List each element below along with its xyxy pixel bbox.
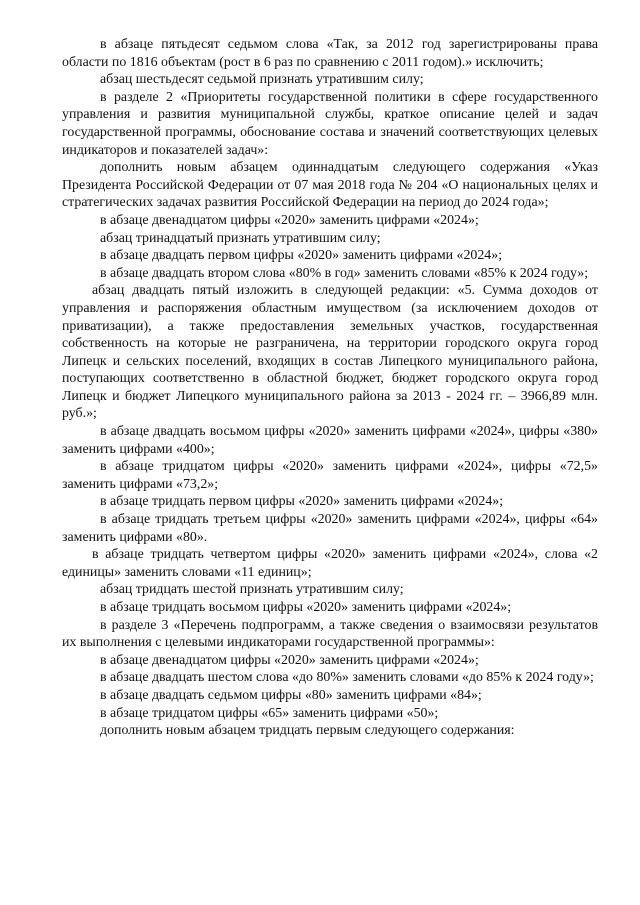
paragraph: в абзаце тридцатом цифры «2020» заменить цифрами «2024», цифры «72,5» заменить цифрами «73,2»; bbox=[62, 459, 598, 492]
paragraph: дополнить новым абзацем тридцать первым следующего содержания: bbox=[100, 723, 515, 739]
paragraph: в абзаце тридцатом цифры «65» заменить цифрами «50»; bbox=[100, 705, 439, 721]
paragraph: дополнить новым абзацем одиннадцатым следующего содержания «Указ Президента Российской Федерации от 07 мая 2018 года № 204 «О национальных целях и стратегических задачах развития Российской Федерации на период до 2024 года»; bbox=[62, 160, 598, 211]
paragraph: абзац шестьдесят седьмой признать утратившим силу; bbox=[100, 72, 424, 88]
paragraph: в абзаце тридцать восьмом цифры «2020» заменить цифрами «2024»; bbox=[100, 600, 512, 615]
paragraph: абзац тринадцатый признать утратившим силу; bbox=[100, 230, 381, 246]
paragraph: в разделе 2 «Приоритеты государственной политики в сфере государственного управления и развития муниципальной службы, краткое описание целей и задач государственной программы, обоснование состава и значений соответствующих целевых индикаторов и показателей задач»: bbox=[62, 89, 598, 158]
paragraph: в разделе 3 «Перечень подпрограмм, а также сведения о взаимосвязи результатов их выполнения с целевыми индикаторами государственной программы»: bbox=[62, 617, 598, 651]
paragraph: в абзаце двадцать восьмом цифры «2020» заменить цифрами «2024», цифры «380» заменить цифрами «400»; bbox=[62, 424, 598, 457]
paragraph: в абзаце двенадцатом цифры «2020» заменить цифрами «2024»; bbox=[100, 212, 479, 228]
paragraph: абзац двадцать пятый изложить в следующей редакции: «5. Сумма доходов от управления и распоряжения областным имуществом (за исключением доходов от приватизации), а также предоставления земельных участков, государственная собственность на которые не разграничена, на территории городского округа город Липецк и сельских поселений, входящих в состав Липецкого муниципального района, поступающих соответственно в областной бюджет, бюджет городского округа город Липецк и бюджет Липецкого муниципального района за 2013 - 2024 гг. – 3966,89 млн. руб.»; bbox=[62, 283, 598, 422]
paragraph: в абзаце тридцать первом цифры «2020» заменить цифрами «2024»; bbox=[100, 494, 504, 510]
paragraph: в абзаце тридцать четвертом цифры «2020» заменить цифрами «2024», слова «2 единицы» заменить словами «11 единиц»; bbox=[62, 547, 598, 580]
paragraph: в абзаце двадцать седьмом цифры «80» заменить цифрами «84»; bbox=[100, 687, 482, 703]
paragraph: в абзаце двадцать первом цифры «2020» заменить цифрами «2024»; bbox=[100, 248, 503, 264]
paragraph: в абзаце пятьдесят седьмом слова «Так, за 2012 год зарегистрированы права области по 1816 объектам (рост в 6 раз по сравнению с 2011 годом).» исключить; bbox=[62, 37, 598, 70]
paragraph: в абзаце тридцать третьем цифры «2020» заменить цифрами «2024», цифры «64» заменить цифрами «80». bbox=[62, 512, 598, 545]
paragraph: абзац тридцать шестой признать утратившим силу; bbox=[100, 582, 404, 598]
paragraph: в абзаце двенадцатом цифры «2020» заменить цифрами «2024»; bbox=[100, 652, 479, 668]
paragraph: в абзаце двадцать втором слова «80% в год» заменить словами «85% к 2024 году»; bbox=[100, 265, 589, 281]
paragraph: в абзаце двадцать шестом слова «до 80%» заменить словами «до 85% к 2024 году»; bbox=[100, 670, 594, 686]
